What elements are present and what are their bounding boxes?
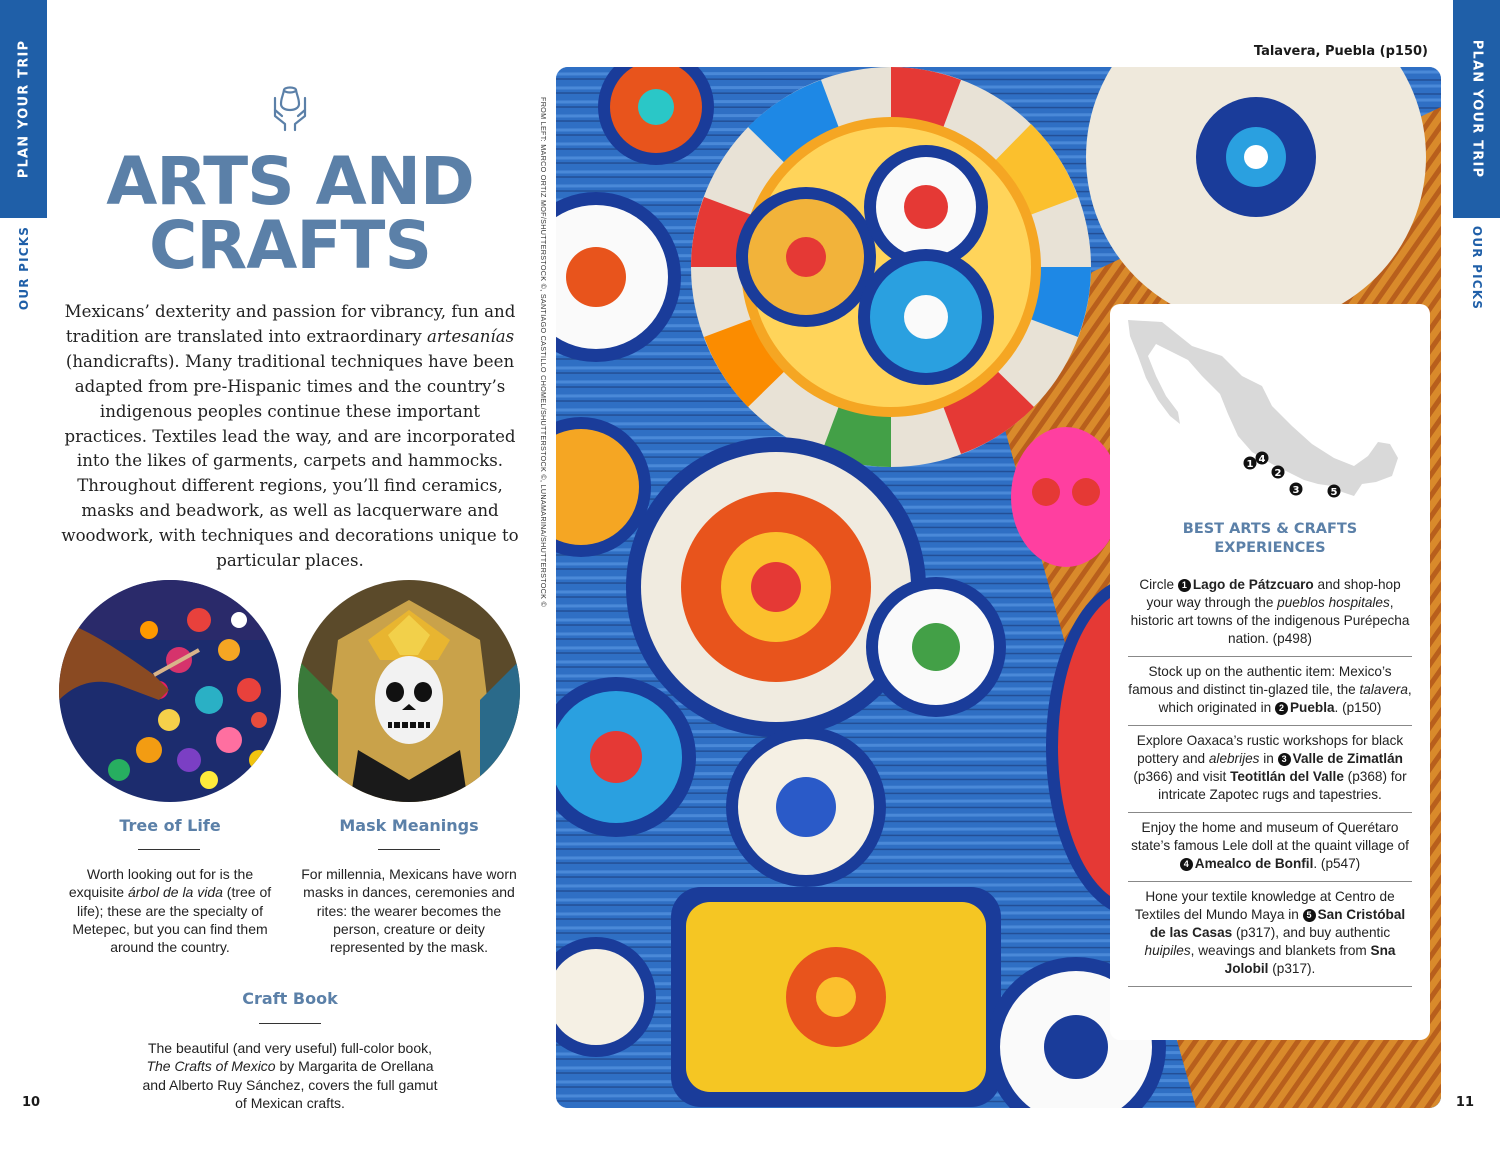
divider xyxy=(259,1023,321,1024)
subsection-label-right: OUR PICKS xyxy=(1469,225,1484,311)
list-item: Explore Oaxaca’s rustic workshops for black pottery and alebrijes in 3 Valle de Zimatlán (p366) and visit Teotitlán del Valle (p368) for intricate Zapotec rugs and tapestries. xyxy=(1128,726,1412,813)
map-marker-4: 4 xyxy=(1258,454,1266,465)
subsection-label: OUR PICKS xyxy=(16,225,31,311)
list-item: Circle 1 Lago de Pátzcuaro and shop-hop your way through the pueblos hospitales, historic art towns of the indigenous Purépecha nation. (p498) xyxy=(1128,570,1412,657)
section-label: PLAN YOUR TRIP xyxy=(16,39,31,179)
map-marker-3: 3 xyxy=(1292,485,1300,496)
list-item: Enjoy the home and museum of Querétaro state’s famous Lele doll at the quaint village of 4 Amealco de Bonfil. (p547) xyxy=(1128,813,1412,882)
number-marker: 5 xyxy=(1303,909,1316,922)
intro-paragraph: Mexicans’ dexterity and passion for vibrancy, fun and tradition are translated into extraordinary artesanías (handicrafts). Many traditional techniques have been adapted from pre-Hispanic times and the country’s indigenous peoples continue these important practices. Textiles lead the way, and are incorporated into the likes of garments, carpets and hammocks. Throughout different regions, you’ll find ceramics, masks and beadwork, as well as lacquerware and woodwork, with techniques and decorations unique to particular places. xyxy=(61,302,519,571)
map-marker-1: 1 xyxy=(1246,459,1254,470)
section-label-right: PLAN YOUR TRIP xyxy=(1469,39,1484,179)
page-title: ARTS AND CRAFTS xyxy=(106,143,474,284)
list-item: Hone your textile knowledge at Centro de Textiles del Mundo Maya in 5 San Cristóbal de las Casas (p317), and buy authentic huipiles, weavings and blankets from Sna Jolobil (p317). xyxy=(1128,882,1412,987)
divider xyxy=(138,849,200,850)
tree-of-life-text: Worth looking out for is the exquisite árbol de la vida (tree of life); these are the specialty of Metepec, but you can find them around the country. xyxy=(68,866,272,956)
best-experiences-box xyxy=(1110,304,1430,1040)
page-number-left: 10 xyxy=(22,1095,41,1110)
experience-list xyxy=(1128,570,1412,987)
divider xyxy=(378,849,440,850)
box-heading: BEST ARTS & CRAFTS EXPERIENCES xyxy=(1182,521,1358,556)
map-marker-2: 2 xyxy=(1274,468,1282,479)
list-item: Stock up on the authentic item: Mexico’s famous and distinct tin-glazed tile, the talavera, which originated in 2 Puebla. (p150) xyxy=(1128,657,1412,726)
hands-pot-icon xyxy=(265,82,315,132)
mexico-map xyxy=(1122,316,1418,516)
craft-book-text: The beautiful (and very useful) full-color book, The Crafts of Mexico by Margarita de Orellana and Alberto Ruy Sánchez, covers the full gamut of Mexican crafts. xyxy=(142,1040,438,1111)
map-marker-5: 5 xyxy=(1330,487,1338,498)
number-marker: 3 xyxy=(1278,753,1291,766)
mask-meanings-text: For millennia, Mexicans have worn masks in dances, ceremonies and rites: the wearer becomes the person, creature or deity represented by the mask. xyxy=(301,866,517,956)
tree-of-life-photo xyxy=(59,580,281,802)
left-side-tab xyxy=(0,0,47,318)
mask-meanings-photo xyxy=(298,580,520,802)
photo-credit: FROM LEFT: MARCO ORTIZ MOF/SHUTTERSTOCK ©, SANTIAGO CASTILLO CHOMEL/SHUTTERSTOCK ©, LUNAMARINA/SHUTTERSTOCK © xyxy=(539,97,548,608)
craft-book-heading: Craft Book xyxy=(242,989,338,1008)
number-marker: 2 xyxy=(1275,702,1288,715)
right-side-tab xyxy=(1453,0,1500,318)
page-number-right: 11 xyxy=(1455,1095,1474,1110)
tree-of-life-heading: Tree of Life xyxy=(119,816,221,835)
number-marker: 1 xyxy=(1178,579,1191,592)
mask-meanings-heading: Mask Meanings xyxy=(339,816,479,835)
number-marker: 4 xyxy=(1180,858,1193,871)
photo-caption: Talavera, Puebla (p150) xyxy=(1253,44,1428,59)
